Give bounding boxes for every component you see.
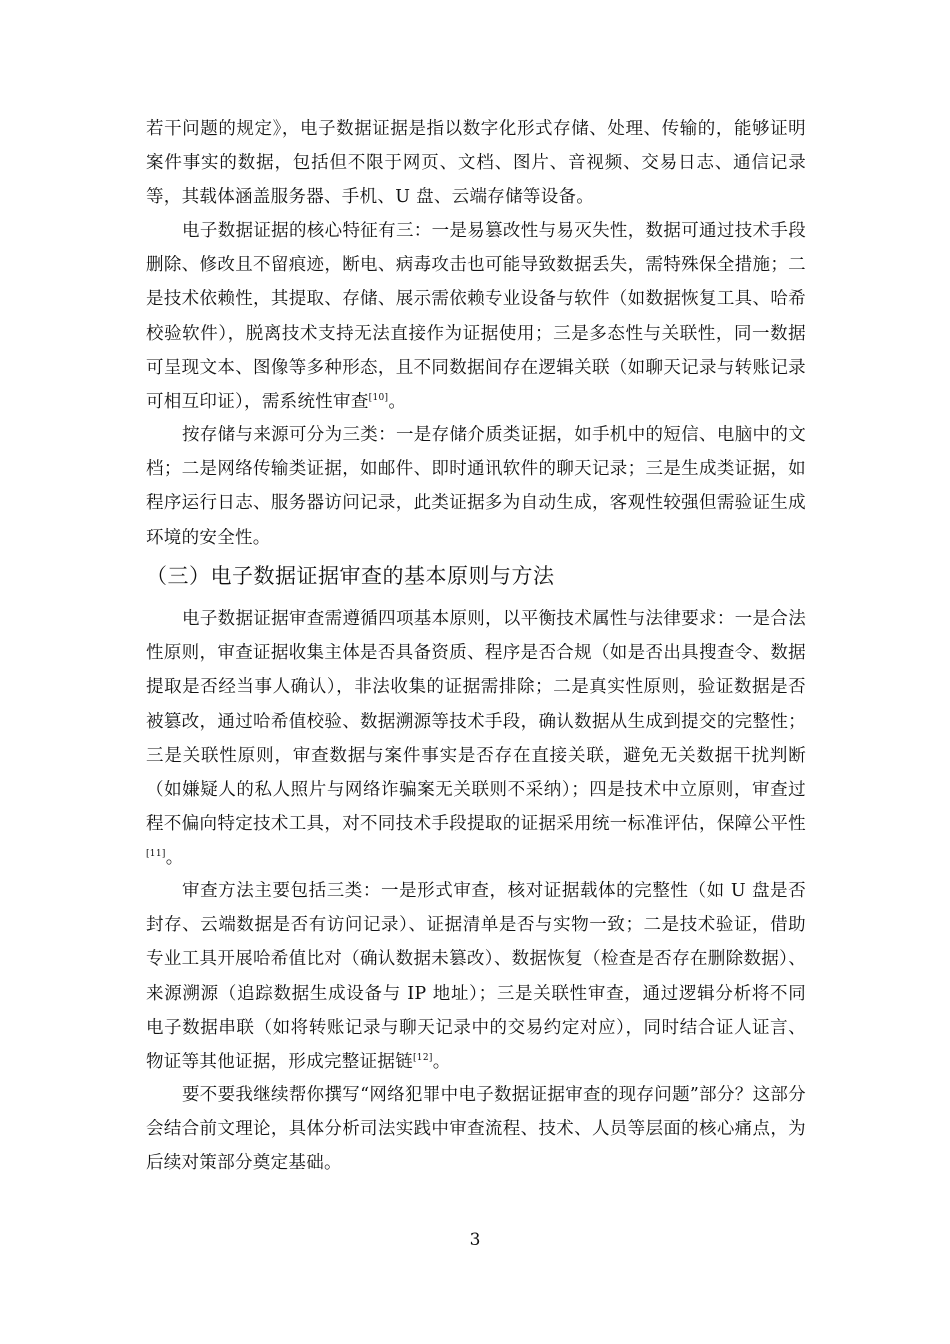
citation-marker: [10]	[368, 393, 389, 404]
paragraph-text: 按存储与来源可分为三类：一是存储介质类证据，如手机中的短信、电脑中的文档；二是网络传输类证据，如邮件、即时通讯软件的聊天记录；三是生成类证据，如程序运行日志、服务器访问记录，此类证据多为自动生成，客观性较强但需验证生成环境的安全性。	[146, 425, 806, 548]
paragraph-classification	[146, 418, 806, 555]
paragraph-text: 电子数据证据的核心特征有三：一是易篡改性与易灭失性，数据可通过技术手段删除、修改且不留痕迹，断电、病毒攻击也可能导致数据丢失，需特殊保全措施；二是技术依赖性，其提取、存储、展示需依赖专业设备与软件（如数据恢复工具、哈希校验软件），脱离技术支持无法直接作为证据使用；三是多态性与关联性，同一数据可呈现文本、图像等多种形态，且不同数据间存在逻辑关联（如聊天记录与转账记录可相互印证），需系统性审查	[146, 221, 806, 413]
paragraph-text: 若干问题的规定》，电子数据证据是指以数字化形式存储、处理、传输的，能够证明案件事实的数据，包括但不限于网页、文档、图片、音视频、交易日志、通信记录等，其载体涵盖服务器、手机、U 盘、云端存储等设备。	[146, 119, 806, 208]
paragraph-text: 要不要我继续帮你撰写“网络犯罪中电子数据证据审查的现存问题”部分？这部分会结合前文理论，具体分析司法实践中审查流程、技术、人员等层面的核心痛点，为后续对策部分奠定基础。	[146, 1085, 806, 1174]
paragraph-text: 审查方法主要包括三类：一是形式审查，核对证据载体的完整性（如 U 盘是否封存、云端数据是否有访问记录）、证据清单是否与实物一致；二是技术验证，借助专业工具开展哈希值比对（确认数据未篡改）、数据恢复（检查是否存在删除数据）、来源溯源（追踪数据生成设备与 IP 地址）；三是关联性审查，通过逻辑分析将不同电子数据串联（如将转账记录与聊天记录中的交易约定对应），同时结合证人证言、物证等其他证据，形成完整证据链	[146, 881, 806, 1073]
paragraph-tail: 。	[432, 1052, 451, 1073]
paragraph-text: 电子数据证据审查需遵循四项基本原则，以平衡技术属性与法律要求：一是合法性原则，审查证据收集主体是否具备资质、程序是否合规（如是否出具搜查令、数据提取是否经当事人确认），非法收集的证据需排除；二是真实性原则，验证数据是否被篡改，通过哈希值校验、数据溯源等技术手段，确认数据从生成到提交的完整性；三是关联性原则，审查数据与案件事实是否存在直接关联，避免无关数据干扰判断（如嫌疑人的私人照片与网络诈骗案无关联则不采纳）；四是技术中立原则，审查过程不偏向特定技术工具，对不同技术手段提取的证据采用统一标准评估，保障公平性	[146, 609, 806, 835]
paragraph-core-features	[146, 214, 806, 419]
paragraph-follow-up-question	[146, 1078, 806, 1181]
paragraph-definition-continued	[146, 112, 806, 215]
citation-marker: [11]	[146, 849, 166, 860]
page-number: 3	[469, 1230, 481, 1250]
section-heading: （三）电子数据证据审查的基本原则与方法	[146, 564, 555, 588]
paragraph-tail: 。	[388, 392, 407, 413]
citation-marker: [12]	[413, 1053, 433, 1064]
paragraph-review-methods	[146, 874, 806, 1079]
paragraph-tail: 。	[165, 848, 184, 869]
paragraph-review-principles	[146, 602, 806, 876]
